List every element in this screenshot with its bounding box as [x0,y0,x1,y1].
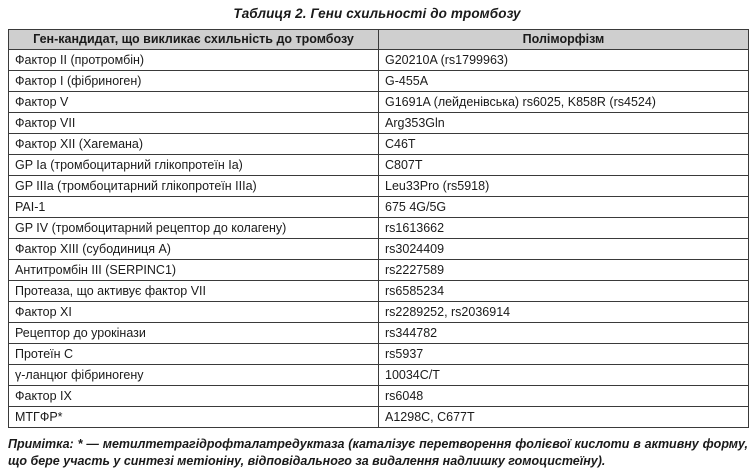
gene-cell: Антитромбін III (SERPINC1) [9,260,379,281]
table-row [9,323,749,344]
gene-cell: Фактор V [9,92,379,113]
gene-cell: Фактор VII [9,113,379,134]
gene-cell: PAI-1 [9,197,379,218]
polymorphism-cell: C46T [379,134,749,155]
gene-cell: GP Ia (тромбоцитарний глікопротеїн Ia) [9,155,379,176]
gene-cell: Протеїн С [9,344,379,365]
table-row [9,176,749,197]
gene-cell: МТГФР* [9,407,379,428]
footnote: Примітка: * — метилтетрагідрофталатредуктаза (каталізує перетворення фолієвої кислоти в активну форму, що бере участь у синтезі метіоніну, відповідального за видалення надлишку гомоцистеїну). [8,437,748,468]
genes-table [8,29,749,428]
polymorphism-cell: rs1613662 [379,218,749,239]
gene-cell: γ-ланцюг фібриногену [9,365,379,386]
gene-cell: GP IIIa (тромбоцитарний глікопротеїн IIIa) [9,176,379,197]
polymorphism-cell: 675 4G/5G [379,197,749,218]
table-row [9,386,749,407]
table-row [9,92,749,113]
gene-cell: Фактор XII (Хагемана) [9,134,379,155]
table-row [9,260,749,281]
polymorphism-cell: G-455A [379,71,749,92]
table-row [9,197,749,218]
polymorphism-cell: Leu33Pro (rs5918) [379,176,749,197]
polymorphism-cell: G1691A (лейденівська) rs6025, K858R (rs4524) [379,92,749,113]
polymorphism-cell: G20210A (rs1799963) [379,50,749,71]
table-body [9,50,749,428]
polymorphism-cell: C807T [379,155,749,176]
column-header-polymorphism: Поліморфізм [379,30,749,50]
polymorphism-cell: rs6048 [379,386,749,407]
gene-cell: Фактор I (фібриноген) [9,71,379,92]
table-row [9,71,749,92]
polymorphism-cell: rs5937 [379,344,749,365]
table-row [9,155,749,176]
polymorphism-cell: 10034C/T [379,365,749,386]
table-row [9,365,749,386]
polymorphism-cell: A1298C, C677T [379,407,749,428]
table-row [9,302,749,323]
gene-cell: Рецептор до урокінази [9,323,379,344]
table-row [9,344,749,365]
gene-cell: Фактор II (протромбін) [9,50,379,71]
table-row [9,50,749,71]
polymorphism-cell: rs2289252, rs2036914 [379,302,749,323]
gene-cell: Фактор XI [9,302,379,323]
gene-cell: GP IV (тромбоцитарний рецептор до колагену) [9,218,379,239]
table-row [9,218,749,239]
table-header-row [9,30,749,50]
polymorphism-cell: rs344782 [379,323,749,344]
table-row [9,113,749,134]
table-row [9,281,749,302]
polymorphism-cell: rs3024409 [379,239,749,260]
table-row [9,134,749,155]
gene-cell: Протеаза, що активує фактор VII [9,281,379,302]
gene-cell: Фактор IX [9,386,379,407]
column-header-gene: Ген-кандидат, що викликає схильність до тромбозу [9,30,379,50]
polymorphism-cell: Arg353Gln [379,113,749,134]
table-row [9,407,749,428]
polymorphism-cell: rs6585234 [379,281,749,302]
polymorphism-cell: rs2227589 [379,260,749,281]
gene-cell: Фактор XIII (субодиниця А) [9,239,379,260]
table-title: Таблиця 2. Гени схильності до тромбозу [233,6,521,21]
table-row [9,239,749,260]
